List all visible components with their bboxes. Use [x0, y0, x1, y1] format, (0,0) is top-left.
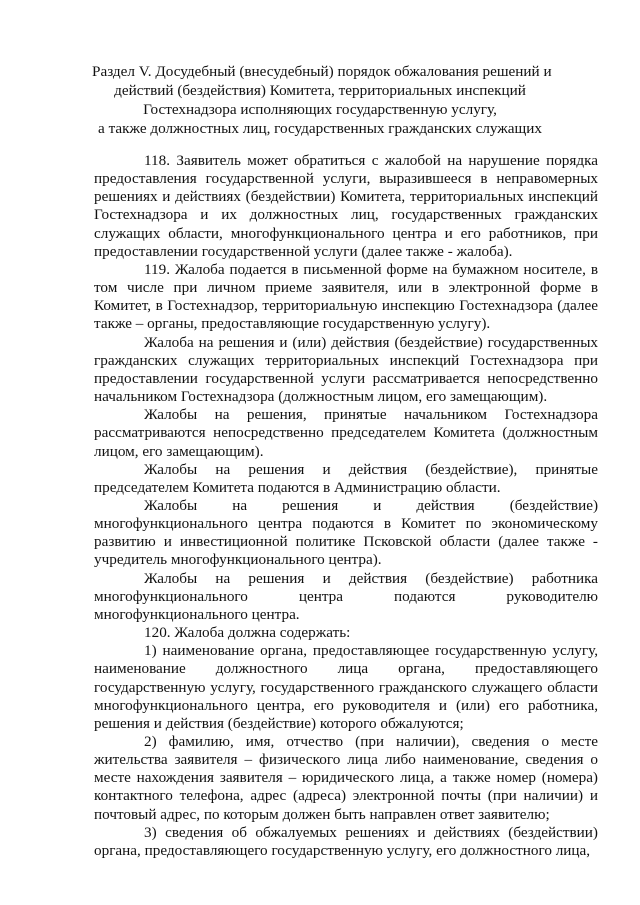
paragraph-complaint-inspections: Жалоба на решения и (или) действия (бездействие) государственных гражданских служащих территориальных инспекций Гостехнадзора при предоставлении государственной услуги рассматривается непосредственно начальником Гостехнадзора (должностным лицом, его замещающим).: [94, 333, 598, 406]
paragraph-120: 120. Жалоба должна содержать:: [144, 624, 351, 642]
paragraph-complaint-mfc: Жалобы на решения и действия (бездействие) многофункционального центра подаются в Комитет по экономическому развитию и инвестиционной политике Псковской области (далее также - учредитель многофункционального центра).: [94, 496, 598, 569]
heading-line: Гостехнадзора исполняющих государственную услугу,: [143, 101, 497, 118]
heading-line: Раздел V. Досудебный (внесудебный) порядок обжалования решений и: [92, 63, 552, 80]
heading-line: а также должностных лиц, государственных гражданских служащих: [98, 120, 542, 137]
section-heading: [92, 62, 552, 138]
list-item-1: 1) наименование органа, предоставляющее государственную услугу, наименование должностного лица органа, предоставляющего государственную услугу, государственного гражданского служащего области многофункционального центра, его руководителя и (или) его работника, решения и действия (бездействие) которого обжалуются;: [94, 642, 598, 732]
paragraph-119: 119. Жалоба подается в письменной форме на бумажном носителе, в том числе при личном приеме заявителя, или в электронной форме в Комитет, в Гостехнадзор, территориальную инспекцию Гостехнадзора (далее также – органы, предоставляющие государственную услугу).: [94, 260, 598, 333]
heading-line: действий (бездействия) Комитета, территориальных инспекций: [114, 82, 526, 99]
document-body: [94, 152, 598, 860]
paragraph-118: 118. Заявитель может обратиться с жалобой на нарушение порядка предоставления государственной услуги, выразившееся в неправомерных решениях и действиях (бездействии) Комитета, территориальных инспекций Гостехнадзора и их должностных лиц, государственных гражданских служащих области, многофункционального центра и его работников, при предоставлении государственной услуги (далее также - жалоба).: [94, 152, 598, 260]
paragraph-complaint-chairman: Жалобы на решения и действия (бездействие), принятые председателем Комитета подаются в Администрацию области.: [94, 460, 598, 496]
list-item-2: 2) фамилию, имя, отчество (при наличии), сведения о месте жительства заявителя – физического лица либо наименование, сведения о месте нахождения заявителя – юридического лица, а также номер (номера) контактного телефона, адрес (адреса) электронной почты (при наличии) и почтовый адрес, по которым должен быть направлен ответ заявителю;: [94, 733, 598, 823]
paragraph-complaint-head: Жалобы на решения, принятые начальником Гостехнадзора рассматриваются непосредственно председателем Комитета (должностным лицом, его замещающим).: [94, 406, 598, 460]
list-item-3: 3) сведения об обжалуемых решениях и действиях (бездействии) органа, предоставляющего государственную услугу, его должностного лица,: [94, 823, 598, 859]
paragraph-complaint-mfc-worker: Жалобы на решения и действия (бездействие) работника многофункционального центра подаются руководителю многофункционального центра.: [94, 569, 598, 623]
